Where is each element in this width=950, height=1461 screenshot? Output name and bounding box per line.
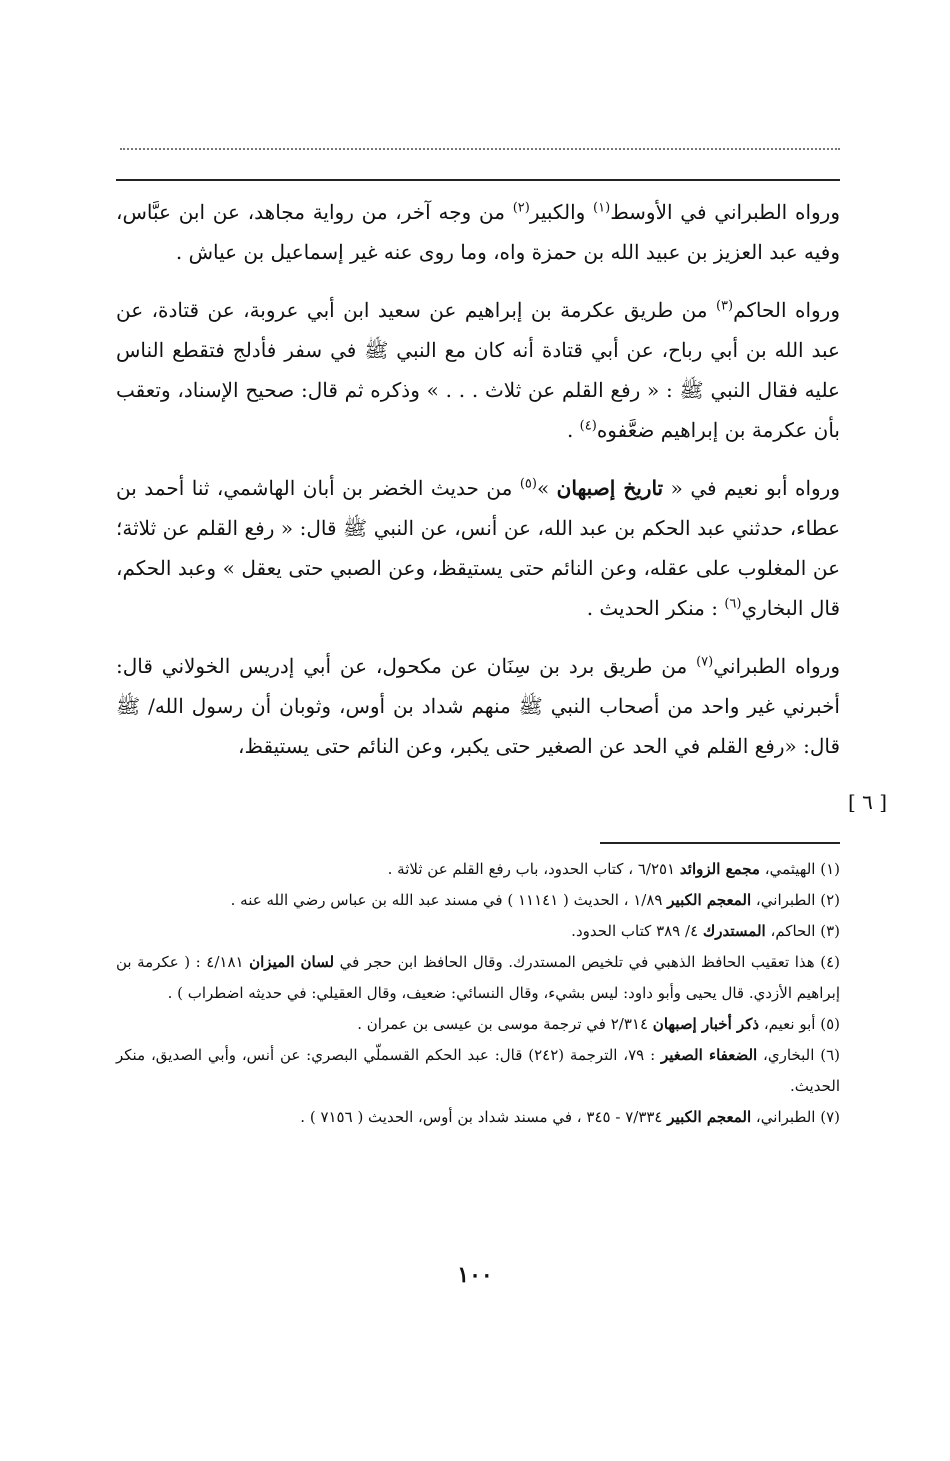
text-run: (٤) هذا تعقيب الحافظ الذهبي في تلخيص المستدرك. وقال الحافظ ابن حجر في <box>334 953 840 971</box>
text-run: ٦/٢٥١ ، كتاب الحدود، باب رفع القلم عن ثلاثة . <box>387 860 680 878</box>
footnote-ref-7[interactable]: (٧) <box>696 654 714 670</box>
book-title: المعجم الكبير <box>667 891 752 909</box>
footnote-1 <box>116 854 840 885</box>
footnote-ref-5[interactable]: (٥) <box>519 476 537 492</box>
footnote-ref-6[interactable]: (٦) <box>724 596 742 612</box>
text-run: (٥) أبو نعيم، <box>759 1015 840 1033</box>
text-run: ورواه الطبراني في الأوسط <box>610 200 840 224</box>
footnote-ref-3[interactable]: (٣) <box>715 298 734 314</box>
book-title: تاريخ إصبهان <box>556 476 664 500</box>
text-run: ٤/١٨١ : ( عكرمة بن إبراهيم الأزدي. قال يحيى وأبو داود: ليس بشيء، وقال النسائي: ضعيف، وقال العقيلي: في حديثه اضطراب ) . <box>116 953 840 1002</box>
paragraph-1 <box>116 192 840 272</box>
text-run: : منكر الحديث . <box>586 596 725 620</box>
header-dotted-line <box>120 148 840 156</box>
book-title: المعجم الكبير <box>667 1108 752 1126</box>
footnote-5 <box>116 1009 840 1040</box>
text-run: ١/٨٩ ، الحديث ( ١١١٤١ ) في مسند عبد الله بن عباس رضي الله عنه . <box>230 891 668 909</box>
header-rule <box>116 179 840 181</box>
text-run: والكبير <box>529 200 594 224</box>
main-text <box>116 192 840 784</box>
book-title: الضعفاء الصغير <box>660 1046 758 1064</box>
footnote-7 <box>116 1102 840 1133</box>
paragraph-2 <box>116 290 840 450</box>
text-run: ورواه أبو نعيم في « <box>663 476 840 500</box>
text-run: (١) الهيثمي، <box>759 860 840 878</box>
book-title: المستدرك <box>702 922 766 940</box>
text-run: (٧) الطبراني، <box>751 1108 840 1126</box>
footnote-2 <box>116 885 840 916</box>
book-title: ذكر أخبار إصبهان <box>652 1015 760 1033</box>
text-run: ورواه الطبراني <box>713 654 840 678</box>
text-run: من وجه آخر، من رواية مجاهد، عن ابن عبَّاس، وفيه عبد العزيز بن عبيد الله بن حمزة واه، وما روى عنه غير إسماعيل بن عياش . <box>116 200 840 264</box>
paragraph-4 <box>116 646 840 766</box>
book-title: مجمع الزوائد <box>679 860 760 878</box>
book-title: لسان الميزان <box>249 953 335 971</box>
text-run: » <box>536 476 557 500</box>
text-run: (٣) الحاكم، <box>765 922 840 940</box>
footnote-ref-1[interactable]: (١) <box>593 200 611 216</box>
page-number: ١٠٠ <box>457 1262 493 1288</box>
text-run: : ٧٩، الترجمة (٢٤٢) قال: عبد الحكم القسملّي البصري: عن أنس، وأبي الصديق، منكر الحديث. <box>116 1046 840 1095</box>
text-run: من طريق عكرمة بن إبراهيم عن سعيد ابن أبي عروبة، عن قتادة، عن عبد الله بن أبي رباح، عن أبي قتادة أنه كان مع النبي ﷺ في سفر فأدلج فتقطع الناس عليه فقال النبي ﷺ : « رفع القلم عن ثلاث . . . » وذكره ثم قال: صحيح الإسناد، وتعقب بأن عكرمة بن إبراهيم ضعَّفوه <box>116 298 840 442</box>
text-run: ٤/ ٣٨٩ كتاب الحدود. <box>571 922 703 940</box>
text-run: من طريق برد بن سِنَان عن مكحول، عن أبي إدريس الخولاني قال: أخبرني غير واحد من أصحاب النبي ﷺ منهم شداد بن أوس، وثوبان أن رسول الله/ ﷺ قال: «رفع القلم في الحد عن الصغير حتى يكبر، وعن النائم حتى يستيقظ، <box>116 654 840 758</box>
footnote-3 <box>116 916 840 947</box>
text-run: (٦) البخاري، <box>757 1046 841 1064</box>
paragraph-3 <box>116 468 840 628</box>
text-run: (٢) الطبراني، <box>751 891 840 909</box>
text-run: ٧/٣٣٤ - ٣٤٥ ، في مسند شداد بن أوس، الحديث ( ٧١٥٦ ) . <box>300 1108 668 1126</box>
footnote-rule <box>600 842 840 844</box>
footnote-4 <box>116 947 840 1009</box>
text-run: ٢/٣١٤ في ترجمة موسى بن عيسى بن عمران . <box>357 1015 653 1033</box>
footnotes <box>116 854 840 1133</box>
manuscript-page-marker: [ ٦ ] <box>848 790 888 814</box>
text-run: ورواه الحاكم <box>733 298 840 322</box>
text-run: . <box>566 418 580 442</box>
footnote-6 <box>116 1040 840 1102</box>
footnote-ref-2[interactable]: (٢) <box>512 200 530 216</box>
text-run: من حديث الخضر بن أبان الهاشمي، ثنا أحمد بن عطاء، حدثني عبد الحكم بن عبد الله، عن أنس، عن النبي ﷺ قال: « رفع القلم عن ثلاثة؛ عن المغلوب على عقله، وعن النائم حتى يستيقظ، وعن الصبي حتى يعقل » وعبد الحكم، قال البخاري <box>116 476 840 620</box>
footnote-ref-4[interactable]: (٤) <box>579 418 597 434</box>
